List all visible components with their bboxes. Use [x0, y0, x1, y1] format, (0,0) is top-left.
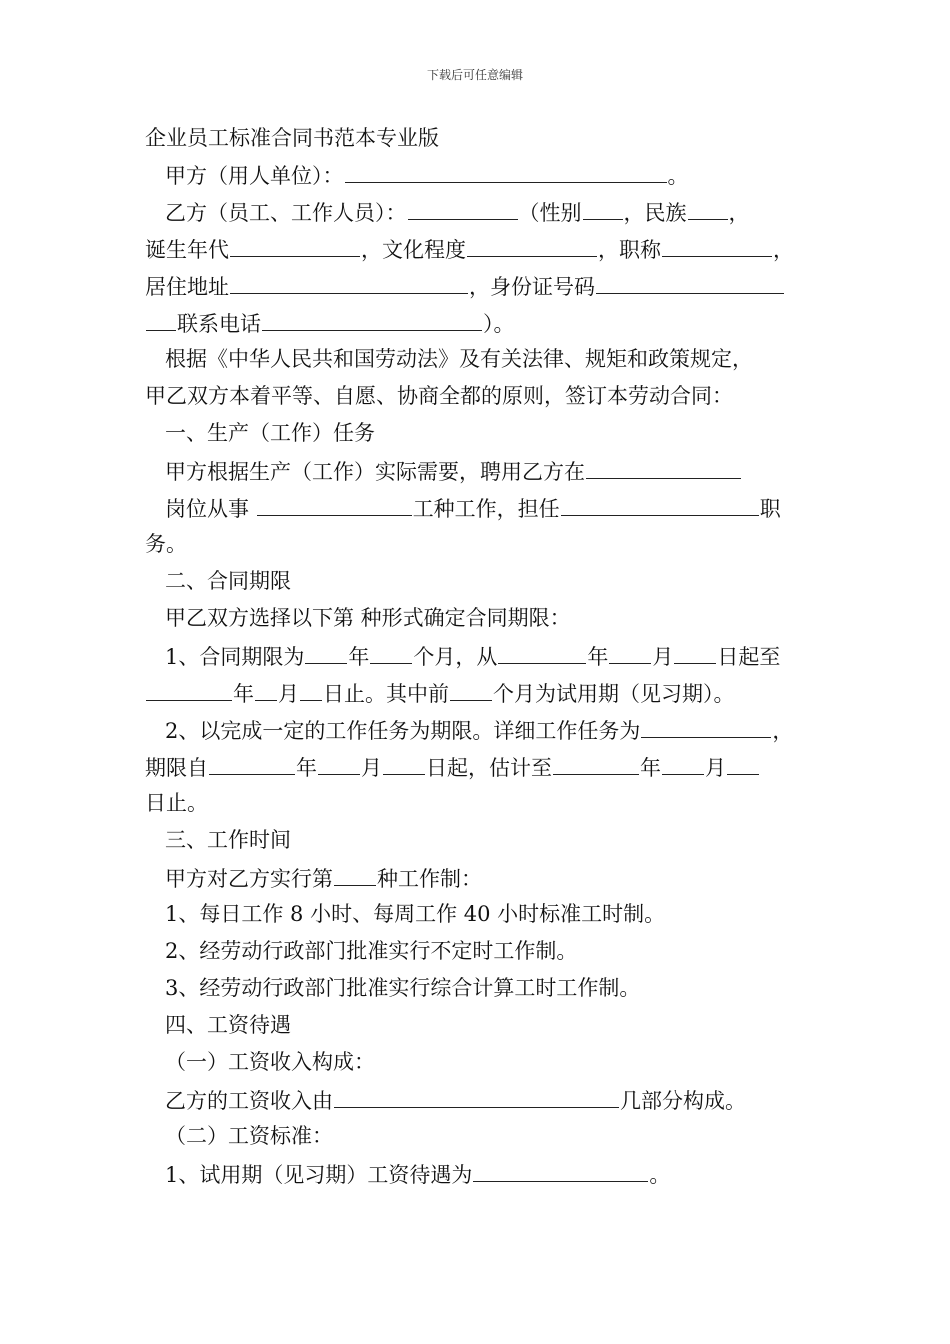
section-4-sub-1-line: 乙方的工资收入由 几部分构成。 [165, 1085, 746, 1115]
blank-field[interactable] [674, 641, 716, 664]
party-b-line: 乙方（员工、工作人员）： （性别 ，民族 ， [165, 197, 750, 227]
blank-field[interactable] [609, 641, 651, 664]
blank-field[interactable] [727, 752, 759, 775]
blank-field[interactable] [467, 234, 597, 257]
section-1-heading: 一、生产（工作）任务 [165, 421, 375, 445]
section-2-intro: 甲乙双方选择以下第 种形式确定合同期限： [165, 606, 571, 630]
section-4-sub-1: （一）工资收入构成： [165, 1050, 375, 1074]
blank-field[interactable] [408, 197, 518, 220]
blank-field[interactable] [586, 456, 741, 479]
blank-field[interactable] [257, 493, 412, 516]
section-1-line-1: 甲方根据生产（工作）实际需要，聘用乙方在 [165, 456, 742, 486]
section-3-item-2: 2、经劳动行政部门批准实行不定时工作制。 [165, 939, 578, 963]
intro-line-2: 甲乙双方本着平等、自愿、协商全都的原则，签订本劳动合同： [145, 384, 733, 408]
blank-field[interactable] [383, 752, 425, 775]
section-1-line-2: 岗位从事 工种工作，担任 职 [165, 493, 781, 523]
blank-field[interactable] [370, 641, 412, 664]
blank-field[interactable] [345, 160, 667, 183]
blank-field[interactable] [230, 271, 468, 294]
phone-line: 联系电话 ）。 [145, 308, 515, 338]
blank-field[interactable] [146, 678, 232, 701]
blank-field[interactable] [641, 715, 771, 738]
section-3-item-3: 3、经劳动行政部门批准实行综合计算工时工作制。 [165, 976, 641, 1000]
blank-field[interactable] [450, 678, 492, 701]
section-3-item-1: 1、每日工作 8 小时、每周工作 40 小时标准工时制。 [165, 902, 666, 926]
party-a-line: 甲方（用人单位）： 。 [165, 160, 689, 190]
intro-line-1: 根据《中华人民共和国劳动法》及有关法律、规矩和政策规定， [165, 347, 753, 371]
section-4-heading: 四、工资待遇 [165, 1013, 291, 1037]
section-2-item-2: 2、以完成一定的工作任务为期限。详细工作任务为 ， [165, 715, 793, 745]
section-3-intro: 甲方对乙方实行第 种工作制： [165, 863, 482, 893]
section-4-sub-2: （二）工资标准： [165, 1124, 333, 1148]
section-2-item-2-end: 日止。 [145, 791, 208, 815]
blank-field[interactable] [318, 752, 360, 775]
blank-field[interactable] [305, 641, 347, 664]
blank-field[interactable] [688, 197, 728, 220]
blank-field[interactable] [230, 234, 360, 257]
blank-field[interactable] [262, 308, 482, 331]
section-2-item-1: 1、合同期限为 年 个月，从 年 月 日起至 [165, 641, 780, 671]
address-line: 居住地址 ，身份证号码 [145, 271, 785, 301]
section-3-heading: 三、工作时间 [165, 828, 291, 852]
blank-field[interactable] [146, 308, 176, 331]
blank-field[interactable] [662, 752, 704, 775]
section-4-sub-2-item-1: 1、试用期（见习期）工资待遇为 。 [165, 1159, 670, 1189]
section-2-item-2-cont: 期限自 年 月 日起，估计至 年 月 [145, 752, 760, 782]
blank-field[interactable] [300, 678, 322, 701]
blank-field[interactable] [553, 752, 639, 775]
blank-field[interactable] [255, 678, 277, 701]
blank-field[interactable] [596, 271, 784, 294]
blank-field[interactable] [583, 197, 623, 220]
birth-line: 诞生年代 ，文化程度 ，职称 ， [145, 234, 794, 264]
section-2-heading: 二、合同期限 [165, 569, 291, 593]
section-1-line-3: 务。 [145, 532, 187, 556]
page-header: 下载后可任意编辑 [426, 68, 523, 82]
blank-field[interactable] [498, 641, 586, 664]
blank-field[interactable] [209, 752, 295, 775]
section-2-item-1-cont: 年 月 日止。其中前 个月为试用期（见习期）。 [145, 678, 735, 708]
blank-field[interactable] [473, 1159, 648, 1182]
blank-field[interactable] [334, 863, 376, 886]
document-title: 企业员工标准合同书范本专业版 [145, 126, 439, 150]
blank-field[interactable] [334, 1085, 619, 1108]
blank-field[interactable] [662, 234, 772, 257]
blank-field[interactable] [561, 493, 759, 516]
